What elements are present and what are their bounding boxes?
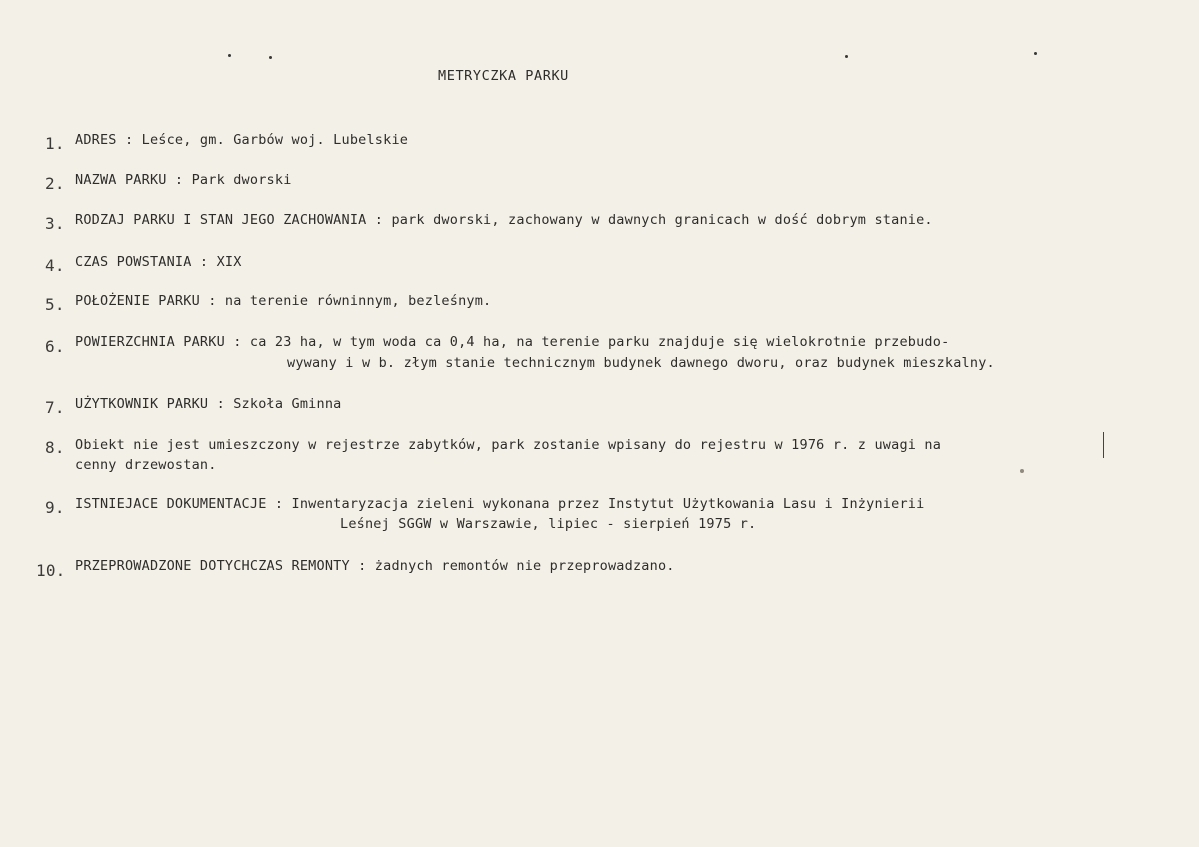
item-text: UŻYTKOWNIK PARKU : Szkoła Gminna <box>75 396 342 412</box>
pencil-mark <box>1103 432 1104 458</box>
item-text: ADRES : Leśce, gm. Garbów woj. Lubelskie <box>75 132 409 148</box>
item-number: 4. <box>45 256 65 275</box>
item-number: 1. <box>45 134 65 153</box>
item-number: 2. <box>45 174 65 193</box>
paper-speck <box>1020 469 1024 473</box>
paper-speck <box>1034 52 1037 55</box>
item-text: wywany i w b. złym stanie technicznym budynek dawnego dworu, oraz budynek mieszkalny. <box>287 355 995 371</box>
item-number: 8. <box>45 438 65 457</box>
item-number: 7. <box>45 398 65 417</box>
item-text: cenny drzewostan. <box>75 457 217 473</box>
item-text: CZAS POWSTANIA : XIX <box>75 254 242 270</box>
paper-speck <box>845 55 848 58</box>
item-number: 3. <box>45 214 65 233</box>
item-text: Leśnej SGGW w Warszawie, lipiec - sierpień 1975 r. <box>340 516 757 532</box>
item-number: 5. <box>45 295 65 314</box>
item-text: NAZWA PARKU : Park dworski <box>75 172 292 188</box>
item-number: 6. <box>45 337 65 356</box>
item-text: POŁOŻENIE PARKU : na terenie równinnym, bezleśnym. <box>75 293 492 309</box>
paper-speck <box>228 54 231 57</box>
item-number: 10. <box>36 561 66 580</box>
item-text: POWIERZCHNIA PARKU : ca 23 ha, w tym woda ca 0,4 ha, na terenie parku znajduje się wielokrotnie przebudo- <box>75 334 950 350</box>
document-title: METRYCZKA PARKU <box>438 68 569 84</box>
item-text: Obiekt nie jest umieszczony w rejestrze zabytków, park zostanie wpisany do rejestru w 1976 r. z uwagi na <box>75 437 942 453</box>
paper-speck <box>269 56 272 59</box>
item-text: ISTNIEJACE DOKUMENTACJE : Inwentaryzacja zieleni wykonana przez Instytut Użytkowania Lasu i Inżynierii <box>75 496 925 512</box>
item-number: 9. <box>45 498 65 517</box>
item-text: RODZAJ PARKU I STAN JEGO ZACHOWANIA : park dworski, zachowany w dawnych granicach w dość dobrym stanie. <box>75 212 933 228</box>
item-text: PRZEPROWADZONE DOTYCHCZAS REMONTY : żadnych remontów nie przeprowadzano. <box>75 558 675 574</box>
